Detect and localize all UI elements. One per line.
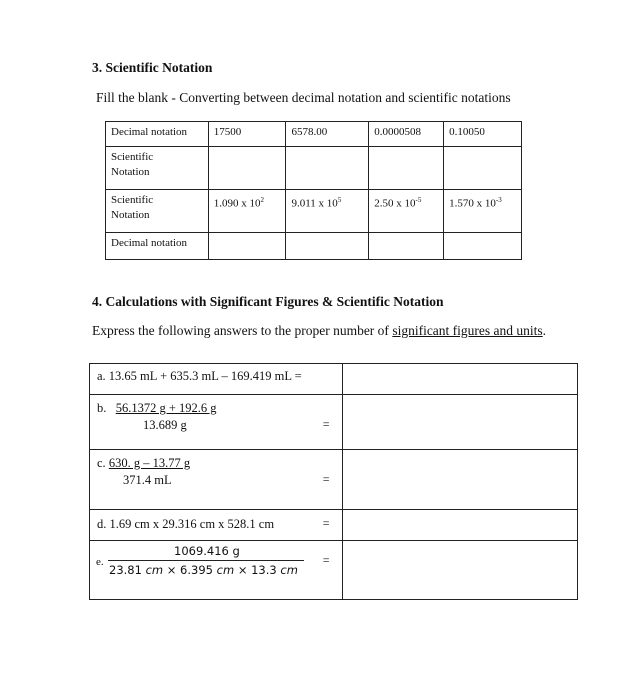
problem-a: a. 13.65 mL + 635.3 mL – 169.419 mL = <box>90 364 343 395</box>
sig-fig-problems-table <box>89 363 578 600</box>
table-cell: 1.570 x $10^{-3}$ <box>444 190 522 233</box>
blank-cell[interactable] <box>286 147 369 190</box>
table-row <box>106 190 522 233</box>
table-cell: 0.10050 <box>444 122 522 147</box>
answer-cell-d[interactable] <box>342 510 577 541</box>
answer-cell-a[interactable] <box>342 364 577 395</box>
answer-cell-e[interactable] <box>342 541 577 600</box>
blank-cell[interactable] <box>369 233 444 260</box>
problem-b: b. 56.1372 g + 192.6 g 13.689 g = <box>90 395 343 450</box>
row-label: Decimal notation <box>106 122 209 147</box>
blank-cell[interactable] <box>369 147 444 190</box>
table-row <box>106 122 522 147</box>
section-3-title: 3. Scientific Notation <box>92 60 213 75</box>
section-4-title: 4. Calculations with Significant Figures & Scientific Notation <box>92 294 444 309</box>
blank-cell[interactable] <box>286 233 369 260</box>
table-row <box>90 450 578 510</box>
problem-c: c. 630. g – 13.77 g 371.4 mL = <box>90 450 343 510</box>
table-cell: 0.0000508 <box>369 122 444 147</box>
problem-e: e. 1069.416 g 23.81 cm × 6.395 cm × 13.3 cm = <box>90 541 343 600</box>
table-cell: 9.011 x $10^5$ <box>286 190 369 233</box>
row-label: Scientific Notation <box>106 190 209 233</box>
section-3-subtitle: Fill the blank - Converting between decimal notation and scientific notations <box>96 90 511 105</box>
table-cell: 1.090 x $10^2$ <box>208 190 286 233</box>
table-row <box>90 395 578 450</box>
table-row <box>90 364 578 395</box>
blank-cell[interactable] <box>444 233 522 260</box>
blank-cell[interactable] <box>208 233 286 260</box>
row-label: Scientific Notation <box>106 147 209 190</box>
row-label: Decimal notation <box>106 233 209 260</box>
table-row <box>106 147 522 190</box>
blank-cell[interactable] <box>208 147 286 190</box>
table-cell: 17500 <box>208 122 286 147</box>
table-row <box>106 233 522 260</box>
answer-cell-c[interactable] <box>342 450 577 510</box>
table-row <box>90 510 578 541</box>
scientific-notation-table <box>105 121 522 260</box>
table-row <box>90 541 578 600</box>
answer-cell-b[interactable] <box>342 395 577 450</box>
table-cell: 6578.00 <box>286 122 369 147</box>
section-4-subtitle: Express the following answers to the proper number of significant figures and units. <box>92 323 547 338</box>
table-cell: 2.50 x $10^{-5}$ <box>369 190 444 233</box>
blank-cell[interactable] <box>444 147 522 190</box>
problem-d: d. 1.69 cm x 29.316 cm x 528.1 cm = <box>90 510 343 541</box>
